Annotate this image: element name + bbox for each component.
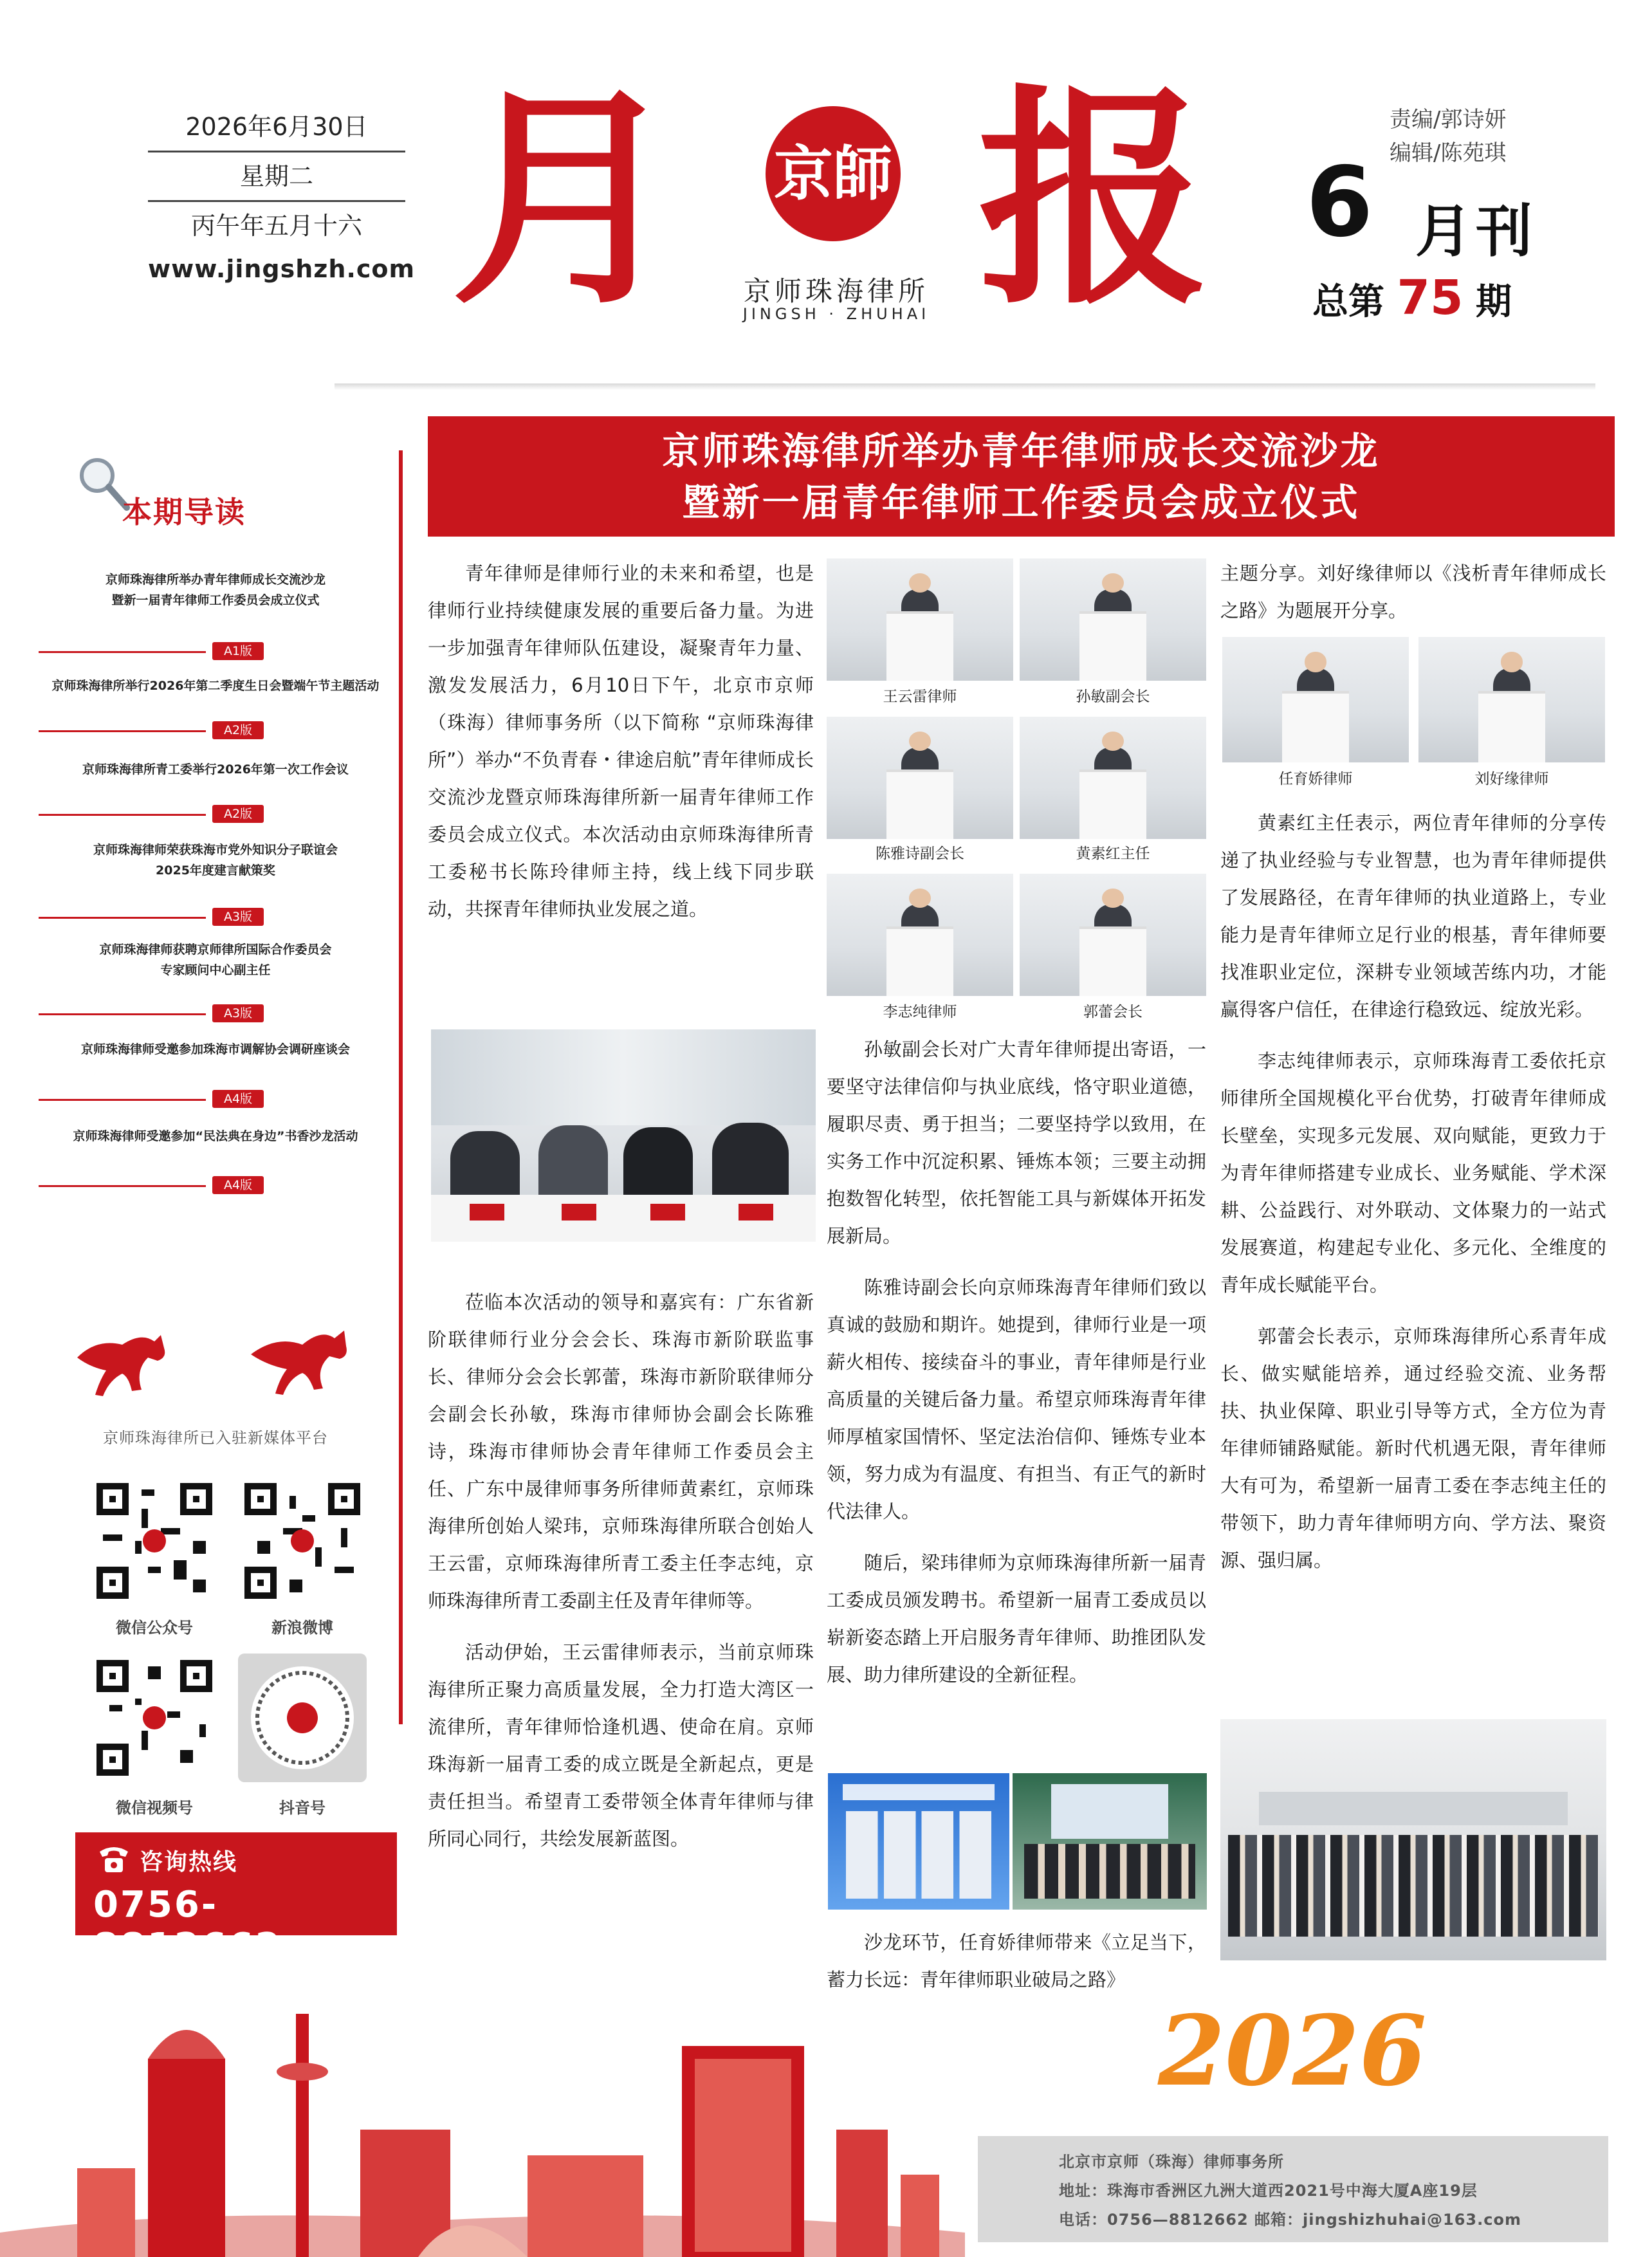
paragraph: 莅临本次活动的领导和嘉宾有：广东省新阶联律师行业分会会长、珠海市新阶联监事长、律师分会会长郭蕾，珠海市新阶联律师分会副会长孙敏，珠海市律师协会副会长陈雅诗，珠海市律师协会青年律师工作委员会主任、广东中晟律师事务所律师黄素红，京师珠海律所创始人梁玮，京师珠海律所联合创始人王云雷，京师珠海律所青工委主任李志纯，京师珠海律所青工委副主任及青年律师等。 [428,1291,814,1612]
paragraph: 陈雅诗副会长向京师珠海青年律师们致以真诚的鼓励和期许。她提到，律师行业是一项薪火相传、接续奋斗的事业，青年律师是行业高质量的关键后备力量。希望京师珠海青年律师厚植家国情怀、坚定法治信仰、锤炼专业本领，努力成为有温度、有担当、有正气的新时代法律人。 [827,1276,1206,1522]
website-link[interactable]: www.jingshzh.com [148,255,416,283]
paragraph: 主题分享。刘好缘律师以《浅析青年律师成长之路》为题展开分享。 [1220,562,1606,622]
masthead-date-block [148,103,416,288]
total-issue-number: 75 [1397,270,1464,326]
toc-page-tag: A4版 [212,1176,264,1194]
title-char-month: 月 [450,63,682,335]
horse-decoration-icon [71,1319,392,1403]
issue-label: 月刊 [1415,198,1537,264]
certificate-ceremony-photo [1013,1773,1207,1910]
footer-address: 地址：珠海市香洲区九洲大道西2021号中海大厦A座19层 [1059,2182,1478,2200]
photo-caption: 李志纯律师 [883,1004,957,1020]
toc-item[interactable]: 京师珠海律师荣获珠海市党外知识分子联谊会 2025年度建言献策奖 [93,843,338,878]
paragraph: 青年律师是律师行业的未来和希望，也是律师行业持续健康发展的重要后备力量。为进一步加强青年律师队伍建设，凝聚青年力量、激发发展活力，6月10日下午，北京市京师（珠海）律师事务所（以下简称 “京师珠海律所”）举办“不负青春・律途启航”青年律师成长交流沙龙暨京师珠海律所新一届青年律师工作委员会成立仪式。本次活动由京师珠海律所青工委秘书长陈玲律师主持，线上线下同步联动，共探青年律师执业发展之道。 [428,562,814,920]
toc-page-tag: A3版 [212,1004,264,1022]
masthead-divider [335,383,1595,390]
footer-firm: 北京市京师（珠海）律师事务所 [1059,2153,1284,2171]
group-photo [1220,1719,1606,1960]
wechat-qr-code[interactable] [90,1477,219,1605]
toc-page-tag: A3版 [212,908,264,926]
speaker-photo [1020,717,1206,839]
editor-in-charge: 责编/郭诗妍 [1390,107,1507,133]
douyin-qr-code[interactable] [238,1654,367,1782]
qr-label-douyin: 抖音号 [279,1799,326,1817]
speaker-photo [827,717,1013,839]
article-column-1b [428,1284,814,1872]
paragraph: 孙敏副会长对广大青年律师提出寄语，一要坚守法律信仰与执业底线，恪守职业道德，履职尽责、勇于担当；二要坚持学以致用，在实务工作中沉淀积累、锤炼本领；三要主动拥抱数智化转型，依托智能工具与新媒体开拓发展新局。 [827,1038,1206,1247]
article-title-line1: 京师珠海律所举办青年律师成长交流沙龙 [662,429,1381,473]
toc-page-tag: A4版 [212,1090,264,1108]
firm-name-en: JINGSH · ZHUHAI [742,305,930,323]
toc-divider [39,1099,206,1101]
toc-item[interactable]: 京师珠海律师受邀参加珠海市调解协会调研座谈会 [80,1042,350,1056]
qr-label-wechat: 微信公众号 [116,1619,193,1637]
photo-caption: 陈雅诗副会长 [876,845,964,862]
hotline-label: 咨询热线 [140,1849,238,1875]
toc-page-tag: A1版 [212,642,264,660]
photo-caption: 黄素红主任 [1076,845,1150,862]
paragraph: 郭蕾会长表示，京师珠海律所心系青年成长、做实赋能培养，通过经验交流、业务帮扶、执业保障、职业引导等方式，全方位为青年律师铺路赋能。新时代机遇无限，青年律师大有可为，希望新一届青工委在李志纯主任的带领下，助力青年律师明方向、学方法、聚资源、强归属。 [1220,1325,1606,1571]
speaker-photo [827,874,1013,996]
qr-label-channels: 微信视频号 [116,1799,193,1817]
paragraph: 李志纯律师表示，京师珠海青工委依托京师律所全国规模化平台优势，打破青年律师成长壁垒，实现多元发展、双向赋能，更致力于为青年律师搭建专业成长、业务赋能、学术深耕、公益践行、对外联动、文体聚力的一站式发展赛道，构建起专业化、多元化、全维度的青年成长赋能平台。 [1220,1050,1606,1296]
speaker-photo [1020,874,1206,996]
speaker-photo [827,558,1013,681]
title-char-report: 报 [978,63,1209,335]
photo-caption: 孙敏副会长 [1076,688,1150,705]
wechat-channels-qr-code[interactable] [90,1654,219,1782]
article-title-line2: 暨新一届青年律师工作委员会成立仪式 [682,481,1361,524]
firm-name-cn: 京师珠海律所 [743,275,929,307]
editors-block [1390,103,1506,170]
year-2026-logo: 2026 [1158,1994,1427,2108]
toc-item[interactable]: 京师珠海律师获聘京师律所国际合作委员会 专家顾问中心副主任 [99,943,332,977]
toc-page-tag: A2版 [212,721,264,739]
media-platform-text: 京师珠海律所已入驻新媒体平台 [103,1429,328,1447]
paragraph: 随后，梁玮律师为京师珠海律所新一届青工委成员颁发聘书。希望新一届青工委成员以崭新姿态踏上开启服务青年律师、助推团队发展、助力律所建设的全新征程。 [827,1552,1206,1686]
photo-caption: 王云雷律师 [883,688,957,705]
committee-poster-photo [828,1773,1009,1910]
toc-divider [39,1185,206,1187]
toc-heading: 本期导读 [122,495,246,530]
toc-divider [39,814,206,816]
photo-caption: 刘好缘律师 [1474,771,1549,788]
photo-caption: 任育娇律师 [1278,771,1353,788]
hotline-box[interactable] [75,1832,397,1967]
date: 2026年6月30日 [148,103,405,152]
speaker-photo [1418,637,1605,762]
article-title-banner [428,416,1615,537]
city-skyline-illustration [0,1962,965,2257]
total-issue: 总第 75 期 [1312,270,1512,326]
toc-divider [39,1013,206,1015]
speaker-photo [1020,558,1206,681]
toc-divider [39,651,206,653]
footer-contact-box [978,2136,1608,2242]
paragraph: 沙龙环节，任育娇律师带来《立足当下，蓄力长远：青年律师职业破局之路》 [827,1931,1206,1991]
paragraph: 活动伊始，王云雷律师表示，当前京师珠海律所正聚力高质量发展，全力打造大湾区一流律所，青年律师恰逢机遇、使命在肩。京师珠海新一届青工委的成立既是全新起点，更是责任担当。希望青工委带领全体青年律师与律所同心同行，共绘发展新蓝图。 [428,1641,814,1850]
editor: 编辑/陈苑琪 [1390,140,1507,166]
hotline-number: 0756-8812662 [93,1884,282,1967]
article-column-1 [428,555,814,942]
speaker-photo [1222,637,1409,762]
toc-item[interactable]: 京师珠海律所举办青年律师成长交流沙龙 暨新一届青年律师工作委员会成立仪式 [105,573,326,607]
toc-item[interactable]: 京师珠海律师受邀参加“民法典在身边”书香沙龙活动 [73,1129,358,1143]
photo-caption: 郭蕾会长 [1083,1004,1143,1020]
toc-item[interactable]: 京师珠海律所青工委举行2026年第一次工作会议 [82,762,349,777]
article-column-3 [1220,555,1606,643]
toc-divider [39,730,206,732]
toc-item[interactable]: 京师珠海律所举行2026年第二季度生日会暨端午节主题活动 [51,679,380,693]
toc-divider [39,917,206,919]
weekday: 星期二 [148,152,405,202]
article-column-3b [1220,804,1606,1593]
qr-label-weibo: 新浪微博 [271,1619,333,1637]
meeting-audience-photo [431,1029,816,1242]
footer-contact[interactable]: 电话：0756—8812662 邮箱：jingshizhuhai@163.com [1059,2211,1521,2229]
firm-seal-logo: 京師 [766,106,901,241]
paragraph: 黄素红主任表示，两位青年律师的分享传递了执业经验与专业智慧，也为青年律师提供了发展路径，在青年律师的执业道路上，专业能力是青年律师立足行业的根基，青年律师要找准职业定位，深耕专业领域苦练内功，才能赢得客户信任，在律途行稳致远、绽放光彩。 [1220,812,1606,1020]
article-column-2 [827,1031,1206,1708]
toc-page-tag: A2版 [212,805,264,823]
phone-icon [96,1843,132,1875]
lunar-date: 丙午年五月十六 [190,212,362,240]
issue-number: 6 [1306,147,1373,259]
weibo-qr-code[interactable] [238,1477,367,1605]
